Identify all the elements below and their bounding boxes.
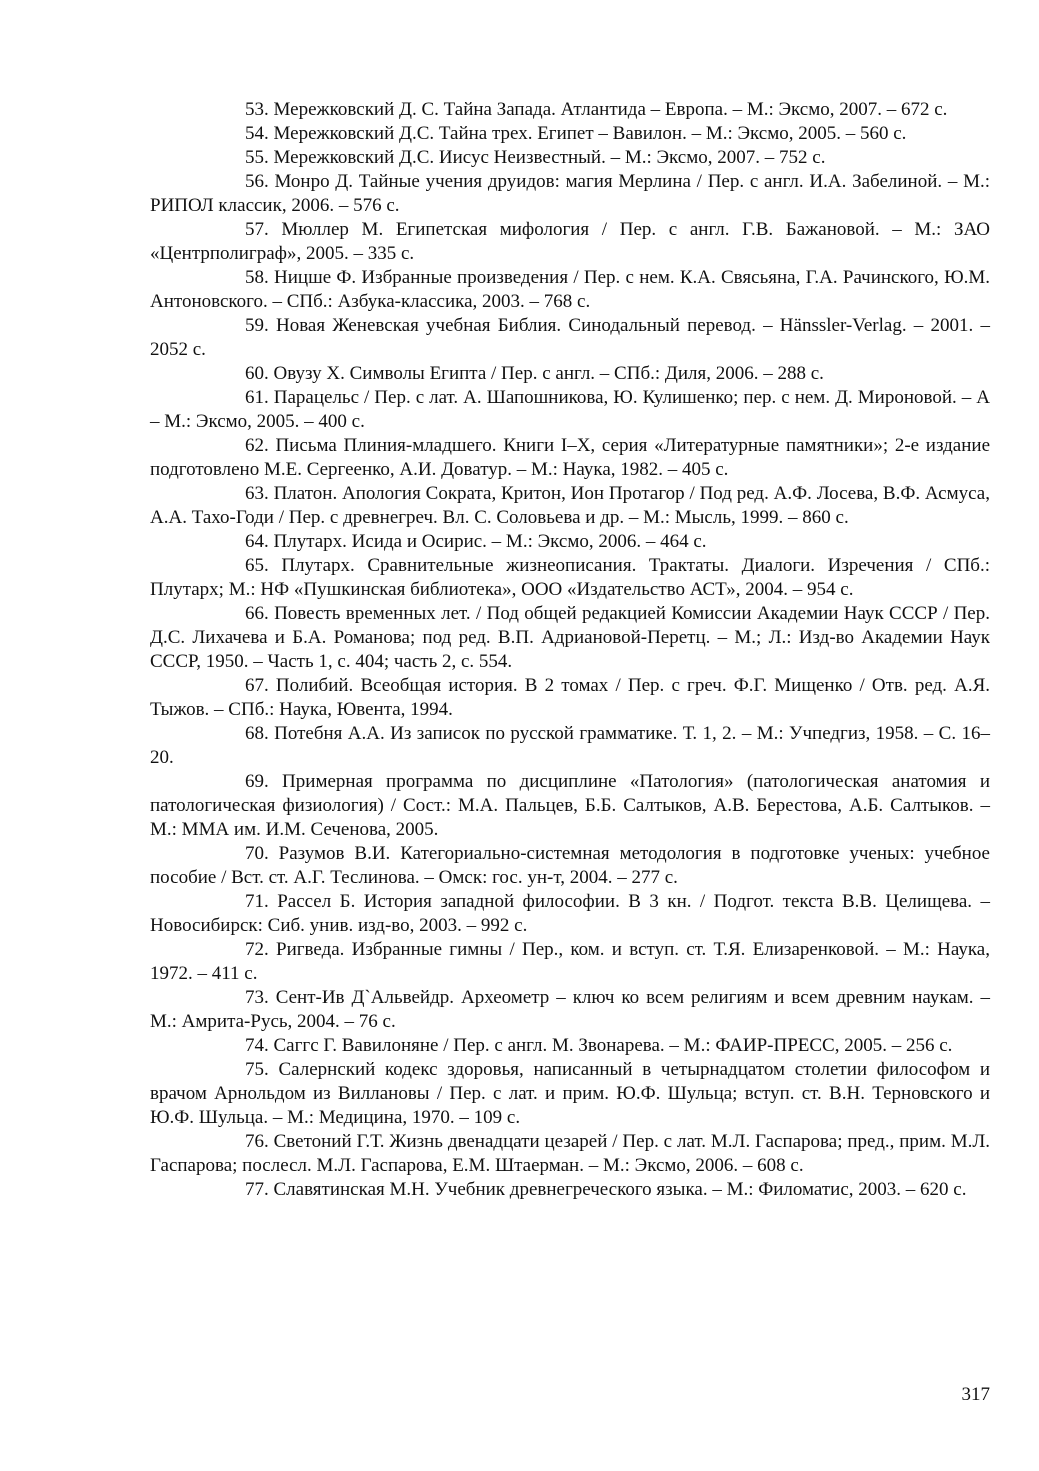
reference-entry: 72. Ригведа. Избранные гимны / Пер., ком. и вступ. ст. Т.Я. Елизаренковой. – М.: Наука, 1972. – 411 с. <box>150 939 990 984</box>
reference-entry: 54. Мережковский Д.С. Тайна трех. Египет – Вавилон. – М.: Эксмо, 2005. – 560 с. <box>245 123 907 144</box>
reference-entry: 74. Саггс Г. Вавилоняне / Пер. с англ. М. Звонарева. – М.: ФАИР-ПРЕСС, 2005. – 256 с. <box>245 1035 953 1056</box>
reference-entry: 53. Мережковский Д. С. Тайна Запада. Атлантида – Европа. – М.: Эксмо, 2007. – 672 с. <box>245 99 948 120</box>
reference-entry: 70. Разумов В.И. Категориально-системная методология в подготовке ученых: учебное пособие / Вст. ст. А.Г. Теслинова. – Омск: гос. ун-т, 2004. – 277 с. <box>150 843 990 888</box>
reference-entry: 71. Рассел Б. История западной философии. В 3 кн. / Подгот. текста В.В. Целищева. – Новосибирск: Сиб. унив. изд-во, 2003. – 992 с. <box>150 891 990 936</box>
reference-entry: 76. Светоний Г.Т. Жизнь двенадцати цезарей / Пер. с лат. М.Л. Гаспарова; пред., прим. М.Л. Гаспарова; послесл. М.Л. Гаспарова, Е.М. Штаерман. – М.: Эксмо, 2006. – 608 с. <box>150 1131 990 1176</box>
reference-entry: 66. Повесть временных лет. / Под общей редакцией Комиссии Академии Наук СССР / Пер. Д.С. Лихачева и Б.А. Романова; под ред. В.П. Адриановой-Перетц. – М.; Л.: Изд-во Академии Наук СССР, 1950. – Часть 1, с. 404; часть 2, с. 554. <box>150 603 990 672</box>
reference-entry: 56. Монро Д. Тайные учения друидов: магия Мерлина / Пер. с англ. И.А. Забелиной. – М.: РИПОЛ классик, 2006. – 576 с. <box>150 171 990 216</box>
bibliography-list <box>150 98 990 1202</box>
page-number: 317 <box>961 1384 990 1405</box>
reference-entry: 77. Славятинская М.Н. Учебник древнегреческого языка. – М.: Филоматис, 2003. – 620 с. <box>245 1179 967 1200</box>
reference-entry: 69. Примерная программа по дисциплине «Патология» (патологическая анатомия и патологическая физиология) / Сост.: М.А. Пальцев, Б.Б. Салтыков, А.В. Берестова, А.Б. Салтыков. – М.: ММА им. И.М. Сеченова, 2005. <box>150 771 990 840</box>
reference-entry: 59. Новая Женевская учебная Библия. Синодальный перевод. – Hänssler-Verlag. – 2001. – 2052 с. <box>150 315 990 360</box>
reference-entry: 62. Письма Плиния-младшего. Книги I–X, серия «Литературные памятники»; 2-е издание подготовлено М.Е. Сергеенко, А.И. Доватур. – М.: Наука, 1982. – 405 с. <box>150 435 990 480</box>
reference-entry: 63. Платон. Апология Сократа, Критон, Ион Протагор / Под ред. А.Ф. Лосева, В.Ф. Асмуса, А.А. Тахо-Годи / Пер. с древнегреч. Вл. С. Соловьева и др. – М.: Мысль, 1999. – 860 с. <box>150 483 990 528</box>
reference-entry: 67. Полибий. Всеобщая история. В 2 томах / Пер. с греч. Ф.Г. Мищенко / Отв. ред. А.Я. Тыжов. – СПб.: Наука, Ювента, 1994. <box>150 675 990 720</box>
reference-entry: 64. Плутарх. Исида и Осирис. – М.: Эксмо, 2006. – 464 с. <box>245 531 707 552</box>
reference-entry: 75. Салернский кодекс здоровья, написанный в четырнадцатом столетии философом и врачом Арнольдом из Виллановы / Пер. с лат. и прим. Ю.Ф. Шульца; вступ. ст. В.Н. Терновского и Ю.Ф. Шульца. – М.: Медицина, 1970. – 109 с. <box>150 1059 990 1128</box>
reference-entry: 57. Мюллер М. Египетская мифология / Пер. с англ. Г.В. Бажановой. – М.: ЗАО «Центрполиграф», 2005. – 335 с. <box>150 219 990 264</box>
reference-entry: 60. Овузу Х. Символы Египта / Пер. с англ. – СПб.: Диля, 2006. – 288 с. <box>245 363 824 384</box>
reference-entry: 65. Плутарх. Сравнительные жизнеописания. Трактаты. Диалоги. Изречения / СПб.: Плутарх; М.: НФ «Пушкинская библиотека», ООО «Издательство АСТ», 2004. – 954 с. <box>150 555 990 600</box>
reference-entry: 58. Ницше Ф. Избранные произведения / Пер. с нем. К.А. Свясьяна, Г.А. Рачинского, Ю.М. Антоновского. – СПб.: Азбука-классика, 2003. – 768 с. <box>150 267 990 312</box>
reference-entry: 68. Потебня А.А. Из записок по русской грамматике. Т. 1, 2. – М.: Учпедгиз, 1958. – С. 16–20. <box>150 723 990 768</box>
reference-entry: 55. Мережковский Д.С. Иисус Неизвестный. – М.: Эксмо, 2007. – 752 с. <box>245 147 826 168</box>
reference-entry: 73. Сент-Ив Д`Альвейдр. Археометр – ключ ко всем религиям и всем древним наукам. – М.: Амрита-Русь, 2004. – 76 с. <box>150 987 990 1032</box>
reference-entry: 61. Парацельс / Пер. с лат. А. Шапошникова, Ю. Кулишенко; пер. с нем. Д. Мироновой. – А – М.: Эксмо, 2005. – 400 с. <box>150 387 990 432</box>
